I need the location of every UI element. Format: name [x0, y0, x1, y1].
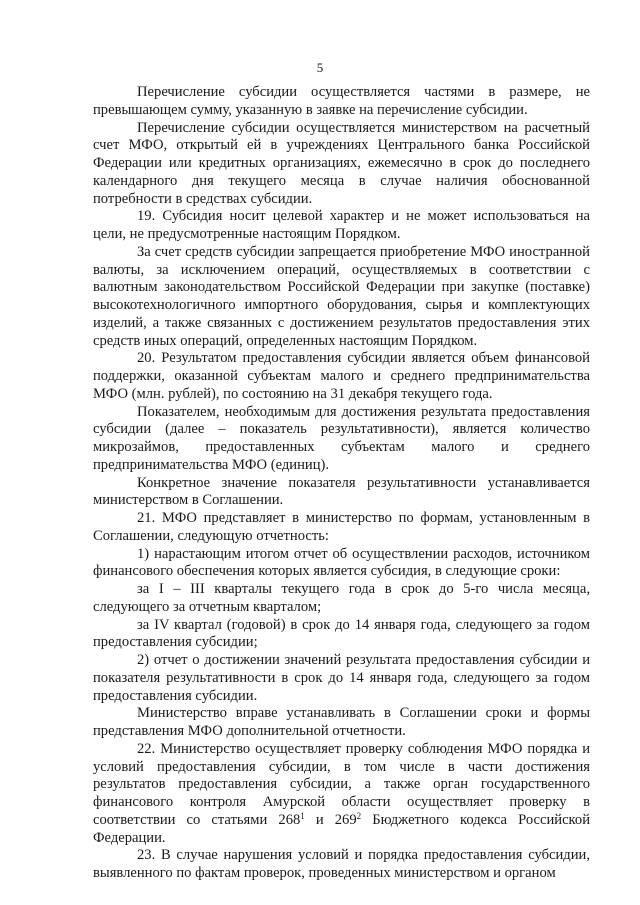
paragraph-currency-prohibition: За счет средств субсидии запрещается приобретение МФО иностранной валюты, за исключением операций, осуществляемых в соответствии с валютным законодательством Российской Федерации при закупке (поставке) высокотехнологичного импортного оборудования, сырья и комплектующих изделий, а также связанных с достижением результатов предоставления этих средств иных операций, определенных настоящим Порядком. — [93, 243, 590, 349]
article-269-superscript: 2 — [356, 810, 362, 821]
paragraph-quarters-1-3: за I – III кварталы текущего года в срок до 5-го числа месяца, следующего за отчетным кварталом; — [93, 581, 590, 615]
article-269: 269 — [334, 811, 357, 828]
paragraph-quarter-4: за IV квартал (годовой) в срок до 14 января года, следующего за годом предоставления субсидии; — [93, 616, 590, 651]
paragraph-19: 19. Субсидия носит целевой характер и не может использоваться на цели, не предусмотренные настоящим Порядком. — [93, 208, 590, 242]
paragraph-22 — [93, 741, 590, 848]
paragraph-report-2: 2) отчет о достижении значений результата предоставления субсидии и показателя результативности в срок до 14 января года, следующего за годом предоставления субсидии. — [93, 652, 590, 704]
page-number: 5 — [316, 60, 324, 75]
article-268-superscript: 1 — [300, 810, 305, 821]
paragraph-indicator-value: Конкретное значение показателя результативности устанавливается министерством в Соглашении. — [93, 474, 590, 509]
paragraph-22-tail: Бюджетного кодекса Российской Федерации. — [93, 811, 591, 846]
conjunction-and: и — [304, 811, 335, 828]
paragraph-21: 21. МФО представляет в министерство по формам, установленным в Соглашении, следующую отчетность: — [93, 510, 590, 544]
document-body — [93, 84, 590, 883]
paragraph-20: 20. Результатом предоставления субсидии является объем финансовой поддержки, оказанной субъектам малого и среднего предпринимательства МФО (млн. рублей), по состоянию на 31 декабря текущего года. — [93, 350, 590, 402]
paragraph-transfer-account: Перечисление субсидии осуществляется министерством на расчетный счет МФО, открытый ей в учреждениях Центрального банка Российской Федерации или кредитных организациях, ежемесячно в срок до последнего календарного дня текущего месяца в случае наличия обоснованной потребности в средствах субсидии. — [93, 119, 590, 207]
article-268: 268 — [278, 811, 301, 828]
paragraph-22-text: 22. Министерство осуществляет проверку соблюдения МФО порядка и условий предоставления субсидии, в том числе в части достижения результатов предоставления субсидии, а также орган государственного финансового контроля Амурской области осуществляет проверку в соответствии со статьями — [93, 740, 590, 828]
paragraph-transfer-parts: Перечисление субсидии осуществляется частями в размере, не превышающем сумму, указанную в заявке на перечисление субсидии. — [93, 84, 590, 118]
paragraph-23: 23. В случае нарушения условий и порядка предоставления субсидии, выявленного по фактам проверок, проведенных министерством и органом — [93, 847, 590, 881]
paragraph-report-1: 1) нарастающим итогом отчет об осуществлении расходов, источником финансового обеспечения которых является субсидия, в следующие сроки: — [93, 545, 590, 580]
paragraph-additional-reporting: Министерство вправе устанавливать в Соглашении сроки и формы представления МФО дополнительной отчетности. — [93, 705, 590, 739]
paragraph-indicator: Показателем, необходимым для достижения результата предоставления субсидии (далее – показатель результативности), является количество микрозаймов, предоставленных субъектам малого и среднего предпринимательства МФО (единиц). — [93, 403, 590, 473]
